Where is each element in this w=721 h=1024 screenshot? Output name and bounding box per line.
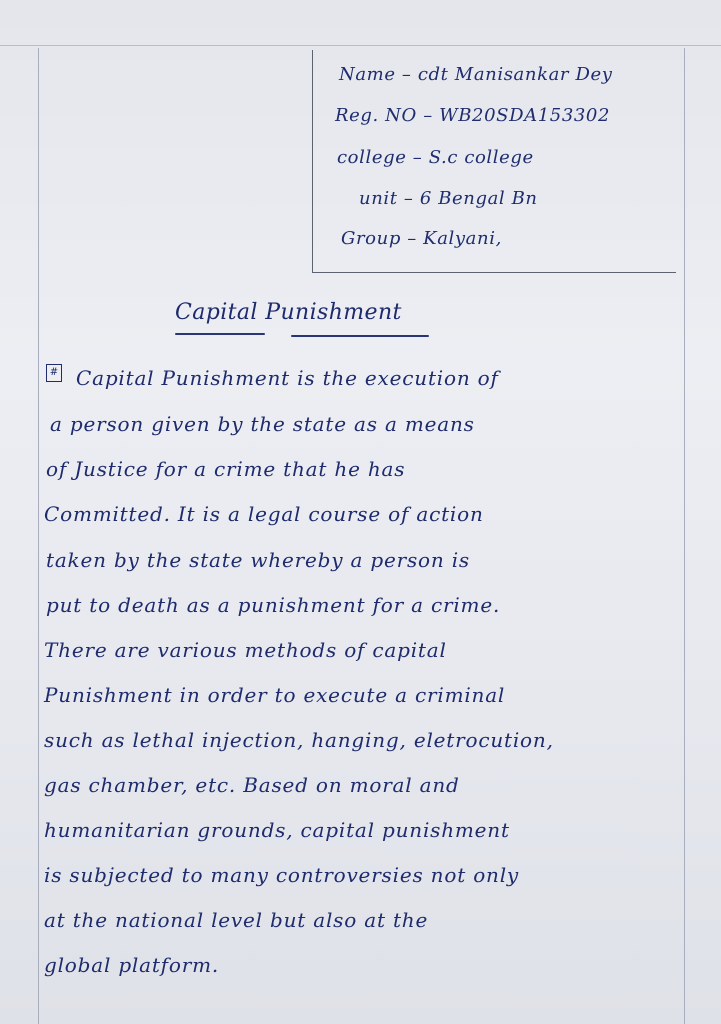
page-top-rule xyxy=(0,45,721,46)
body-line-4: Committed. It is a legal course of action xyxy=(44,502,484,526)
body-line-3: of Justice for a crime that he has xyxy=(46,457,406,481)
body-line-10: gas chamber, etc. Based on moral and xyxy=(44,773,460,797)
body-line-7: There are various methods of capital xyxy=(44,638,447,662)
right-margin-rule xyxy=(684,48,685,1024)
body-line-5: taken by the state whereby a person is xyxy=(46,548,470,572)
body-line-12: is subjected to many controversies not only xyxy=(44,863,520,887)
body-line-11: humanitarian grounds, capital punishment xyxy=(44,818,510,842)
body-line-2: a person given by the state as a means xyxy=(50,412,475,436)
body-line-1: Capital Punishment is the execution of xyxy=(76,366,499,390)
left-margin-rule xyxy=(38,48,39,1024)
cadet-name: Name – cdt Manisankar Dey xyxy=(339,64,613,85)
body-line-9: such as lethal injection, hanging, eletrocution, xyxy=(44,728,554,752)
cadet-info-box xyxy=(312,50,676,273)
cadet-college: college – S.c college xyxy=(337,147,534,168)
cadet-unit: unit – 6 Bengal Bn xyxy=(359,188,538,209)
body-line-8: Punishment in order to execute a criminal xyxy=(44,683,506,707)
essay-title: Capital Punishment xyxy=(175,300,402,325)
title-underline-2 xyxy=(291,335,429,337)
body-line-6: put to death as a punishment for a crime. xyxy=(46,593,501,617)
body-line-14: global platform. xyxy=(44,953,220,977)
cadet-reg-no: Reg. NO – WB20SDA153302 xyxy=(335,105,611,126)
essay-title-block xyxy=(175,300,402,350)
hash-bullet-icon: # xyxy=(46,364,62,382)
cadet-group: Group – Kalyani, xyxy=(341,228,502,249)
title-underline-1 xyxy=(175,333,265,335)
body-line-13: at the national level but also at the xyxy=(44,908,429,932)
